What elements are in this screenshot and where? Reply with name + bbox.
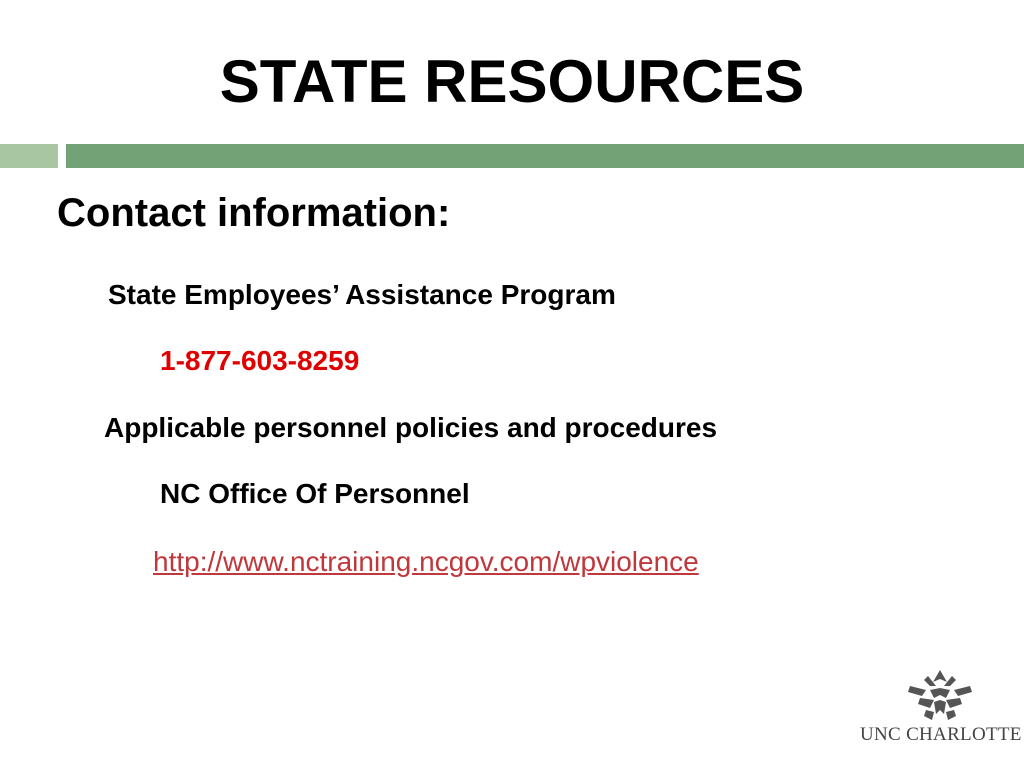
unc-charlotte-logo (860, 668, 1020, 758)
contact-heading: Contact information: (57, 191, 451, 235)
crown-icon (900, 668, 980, 724)
accent-bar-dark (66, 144, 1024, 168)
website-link[interactable]: http://www.nctraining.ncgov.com/wpviolence (153, 546, 699, 577)
phone-number: 1-877-603-8259 (160, 345, 360, 376)
office-name: NC Office Of Personnel (160, 478, 470, 509)
logo-text: UNC CHARLOTTE (860, 724, 1022, 745)
accent-bar-light (0, 144, 58, 168)
slide-title: STATE RESOURCES (219, 48, 805, 115)
policies-label: Applicable personnel policies and procedures (104, 412, 718, 443)
program-name: State Employees’ Assistance Program (108, 279, 616, 310)
